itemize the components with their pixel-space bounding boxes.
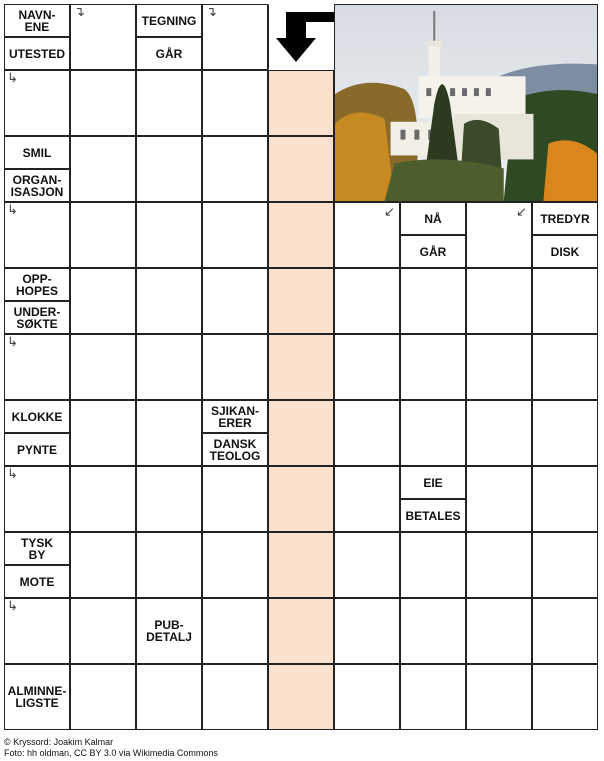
answer-cell[interactable] (70, 466, 136, 532)
clue-pub-detalj: PUB- DETALJ (136, 598, 202, 664)
answer-cell[interactable] (400, 598, 466, 664)
solution-cell[interactable] (268, 136, 334, 202)
answer-cell[interactable] (202, 598, 268, 664)
clue-na: NÅ (400, 202, 466, 235)
clue-tredyr: TREDYR (532, 202, 598, 235)
clue-mote: MOTE (4, 565, 70, 598)
answer-cell[interactable] (532, 400, 598, 466)
clue-disk: DISK (532, 235, 598, 268)
answer-cell[interactable] (466, 400, 532, 466)
solution-cell[interactable] (268, 70, 334, 136)
answer-cell[interactable] (70, 70, 136, 136)
answer-cell[interactable] (202, 334, 268, 400)
arrow-right-down-icon: ↴ (206, 5, 217, 20)
answer-cell[interactable] (532, 334, 598, 400)
answer-cell[interactable] (70, 334, 136, 400)
answer-cell[interactable] (334, 532, 400, 598)
answer-cell[interactable] (70, 598, 136, 664)
answer-cell[interactable] (532, 466, 598, 532)
answer-cell[interactable] (136, 664, 202, 730)
arrow-left-down-icon: ↙ (384, 205, 395, 220)
answer-cell[interactable] (202, 70, 268, 136)
arrow-left-down-icon: ↙ (516, 205, 527, 220)
arrow-down-right-icon: ↳ (7, 335, 18, 350)
clue-betales: BETALES (400, 499, 466, 532)
clue-dansk-teolog: DANSK TEOLOG (202, 433, 268, 466)
answer-cell[interactable] (202, 136, 268, 202)
solution-cell[interactable] (268, 334, 334, 400)
clue-gaar-mid: GÅR (400, 235, 466, 268)
answer-cell[interactable] (532, 532, 598, 598)
solution-cell[interactable] (268, 664, 334, 730)
answer-cell[interactable] (136, 400, 202, 466)
castle-photo (334, 4, 598, 202)
clue-utested: UTESTED (4, 37, 70, 70)
arrow-down-right-icon: ↳ (7, 203, 18, 218)
clue-organisasjon: ORGAN- ISASJON (4, 169, 70, 202)
answer-cell[interactable] (400, 268, 466, 334)
answer-cell[interactable] (334, 334, 400, 400)
solution-cell[interactable] (268, 202, 334, 268)
answer-cell[interactable] (334, 268, 400, 334)
answer-cell[interactable] (202, 466, 268, 532)
answer-cell[interactable] (334, 400, 400, 466)
clue-alminneligste: ALMINNE- LIGSTE (4, 664, 70, 730)
credit-author: © Kryssord: Joakim Kalmar (4, 737, 114, 747)
answer-cell[interactable] (400, 400, 466, 466)
clue-navnene: NAVN- ENE (4, 4, 70, 37)
answer-cell[interactable] (466, 664, 532, 730)
answer-cell[interactable] (202, 268, 268, 334)
clue-klokke: KLOKKE (4, 400, 70, 433)
clue-undersokte: UNDER- SØKTE (4, 301, 70, 334)
answer-cell[interactable] (70, 400, 136, 466)
clue-pynte: PYNTE (4, 433, 70, 466)
arrow-right-down-icon: ↴ (74, 5, 85, 20)
answer-cell[interactable] (70, 664, 136, 730)
solution-cell[interactable] (268, 466, 334, 532)
answer-cell[interactable] (136, 268, 202, 334)
answer-cell[interactable] (136, 334, 202, 400)
answer-cell[interactable] (466, 532, 532, 598)
answer-cell[interactable] (70, 202, 136, 268)
answer-cell[interactable] (334, 466, 400, 532)
arrow-down-right-icon: ↳ (7, 599, 18, 614)
answer-cell[interactable] (466, 268, 532, 334)
answer-cell[interactable] (136, 70, 202, 136)
clue-tegning: TEGNING (136, 4, 202, 37)
answer-cell[interactable] (532, 268, 598, 334)
arrow-down-right-icon: ↳ (7, 467, 18, 482)
answer-cell[interactable] (532, 598, 598, 664)
answer-cell[interactable] (400, 664, 466, 730)
answer-cell[interactable] (334, 664, 400, 730)
answer-cell[interactable] (466, 334, 532, 400)
answer-cell[interactable] (334, 598, 400, 664)
answer-cell[interactable] (202, 202, 268, 268)
answer-cell[interactable] (136, 202, 202, 268)
answer-cell[interactable] (136, 532, 202, 598)
answer-cell[interactable] (202, 532, 268, 598)
arrow-down-right-icon: ↳ (7, 71, 18, 86)
answer-cell[interactable] (532, 664, 598, 730)
answer-cell[interactable] (400, 532, 466, 598)
clue-opphopes: OPP- HOPES (4, 268, 70, 301)
clue-sjikanerer: SJIKAN- ERER (202, 400, 268, 433)
clue-eie: EIE (400, 466, 466, 499)
clue-smil: SMIL (4, 136, 70, 169)
solution-cell[interactable] (268, 400, 334, 466)
answer-cell[interactable] (202, 664, 268, 730)
solution-cell[interactable] (268, 598, 334, 664)
solution-cell[interactable] (268, 268, 334, 334)
answer-cell[interactable] (136, 466, 202, 532)
answer-cell[interactable] (466, 466, 532, 532)
answer-cell[interactable] (70, 532, 136, 598)
solution-direction-arrow-icon (270, 8, 334, 68)
answer-cell[interactable] (136, 136, 202, 202)
answer-cell[interactable] (70, 136, 136, 202)
clue-tysk-by: TYSK BY (4, 532, 70, 565)
answer-cell[interactable] (400, 334, 466, 400)
answer-cell[interactable] (70, 268, 136, 334)
clue-gaar: GÅR (136, 37, 202, 70)
solution-cell[interactable] (268, 532, 334, 598)
credit-photo: Foto: hh oldman, CC BY 3.0 via Wikimedia Commons (4, 748, 218, 758)
answer-cell[interactable] (466, 598, 532, 664)
